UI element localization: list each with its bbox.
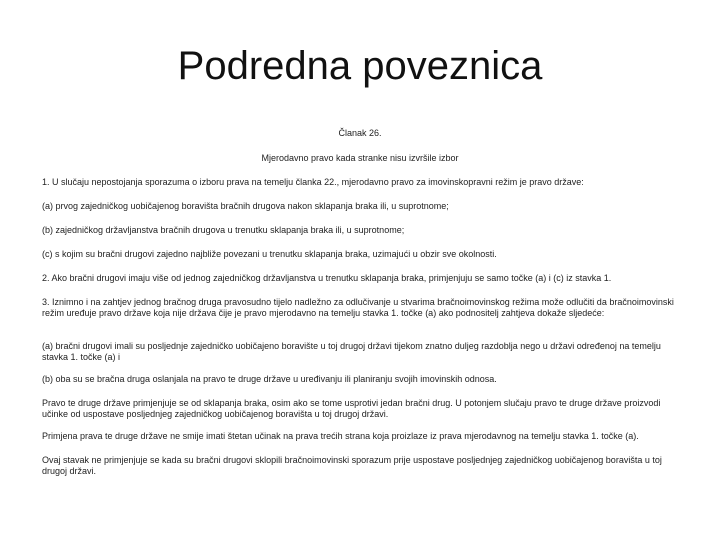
paragraph-1a: (a) prvog zajedničkog uobičajenog boravišta bračnih drugova nakon sklapanja braka ili, u suprotnome;: [42, 201, 449, 211]
article-heading: Mjerodavno pravo kada stranke nisu izvršile izbor: [261, 153, 459, 163]
slide-title: Podredna poveznica: [177, 44, 543, 88]
paragraph-1: 1. U slučaju nepostojanja sporazuma o izboru prava na temelju članka 22., mjerodavno pravo za imovinskopravni režim je pravo države:: [42, 177, 584, 187]
paragraph-3b: (b) oba su se bračna druga oslanjala na pravo te druge države u uređivanju ili planiranju svojih imovinskih odnosa.: [42, 374, 497, 384]
paragraph-3a: (a) bračni drugovi imali su posljednje zajedničko uobičajeno boravište u toj drugoj državi tijekom znatno duljeg razdoblja nego u državi određenoj na temelju stavka 1. točke (a) i: [42, 341, 661, 362]
paragraph-law-application: Pravo te druge države primjenjuje se od sklapanja braka, osim ako se tome usprotivi jedan bračni drug. U potonjem slučaju pravo te druge države proizvodi učinke od uspostave posljednjeg zajedničkog uobičajenog boravišta u toj drugoj državi.: [42, 398, 661, 419]
paragraph-2: 2. Ako bračni drugovi imaju više od jednog zajedničkog državljanstva u trenutku sklapanja braka, primjenjuju se samo točke (a) i (c) iz stavka 1.: [42, 273, 612, 283]
paragraph-3: 3. Iznimno i na zahtjev jednog bračnog druga pravosudno tijelo nadležno za odlučivanje u stvarima bračnoimovinskog režima može odlučiti da bračnoimovinski režim uređuje pravo države koja nije država čije je pravo mjerodavno na temelju stavka 1. točke (a) ako podnositelj zahtjeva dokaže sljedeće:: [42, 297, 674, 318]
article-number: Članak 26.: [338, 128, 382, 138]
paragraph-exclusion: Ovaj stavak ne primjenjuje se kada su bračni drugovi sklopili bračnoimovinski sporazum prije uspostave posljednjeg zajedničkog uobičajenog boravišta u toj drugoj državi.: [42, 455, 662, 476]
paragraph-1b: (b) zajedničkog državljanstva bračnih drugova u trenutku sklapanja braka ili, u suprotnome;: [42, 225, 405, 235]
paragraph-1c: (c) s kojim su bračni drugovi zajedno najbliže povezani u trenutku sklapanja braka, uzimajući u obzir sve okolnosti.: [42, 249, 497, 259]
paragraph-third-parties: Primjena prava te druge države ne smije imati štetan učinak na prava trećih strana koja proizlaze iz prava mjerodavnog na temelju stavka 1. točke (a).: [42, 431, 639, 441]
